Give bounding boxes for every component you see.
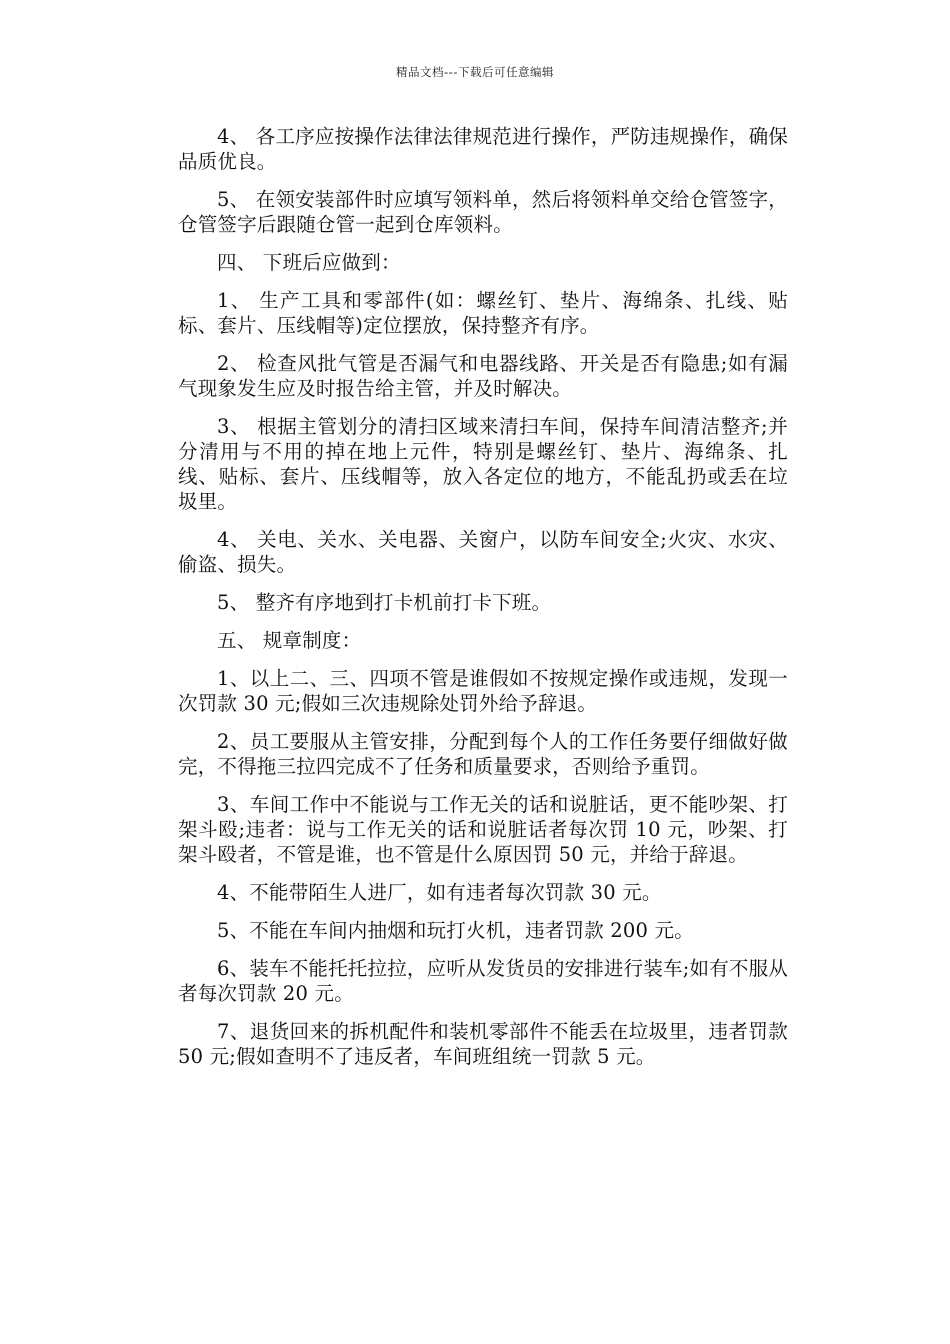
paragraph-item-4-procedures: 4、 各工序应按操作法律法律规范进行操作，严防违规操作，确保品质优良。 <box>178 125 788 173</box>
paragraph-rule-5: 5、不能在车间内抽烟和玩打火机，违者罚款 200 元。 <box>217 919 694 942</box>
page-header: 精品文档---下载后可任意编辑 <box>396 65 554 79</box>
paragraph-rule-6: 6、装车不能托托拉拉，应听从发货员的安排进行装车;如有不服从者每次罚款 20 元。 <box>178 957 788 1005</box>
paragraph-rule-4: 4、不能带陌生人进厂，如有违者每次罚款 30 元。 <box>217 881 662 904</box>
section-heading-after-work: 四、 下班后应做到： <box>217 251 401 274</box>
paragraph-after-work-1: 1、 生产工具和零部件(如：螺丝钉、垫片、海绵条、扎线、贴标、套片、压线帽等)定位摆放，保持整齐有序。 <box>178 289 788 337</box>
paragraph-after-work-2: 2、 检查风批气管是否漏气和电器线路、开关是否有隐患;如有漏气现象发生应及时报告给主管，并及时解决。 <box>178 352 788 400</box>
paragraph-after-work-3: 3、 根据主管划分的清扫区域来清扫车间，保持车间清洁整齐;并分清用与不用的掉在地上元件，特别是螺丝钉、垫片、海绵条、扎线、贴标、套片、压线帽等，放入各定位的地方，不能乱扔或丢在垃圾里。 <box>178 415 788 513</box>
section-heading-rules: 五、 规章制度： <box>217 629 362 652</box>
paragraph-after-work-4: 4、 关电、关水、关电器、关窗户，以防车间安全;火灾、水灾、偷盗、损失。 <box>178 528 788 576</box>
paragraph-rule-1: 1、以上二、三、四项不管是谁假如不按规定操作或违规，发现一次罚款 30 元;假如三次违规除处罚外给予辞退。 <box>178 667 788 715</box>
paragraph-item-5-material-requisition: 5、 在领安装部件时应填写领料单，然后将领料单交给仓管签字，仓管签字后跟随仓管一起到仓库领料。 <box>178 188 788 236</box>
document-body <box>178 124 788 1082</box>
paragraph-rule-3: 3、车间工作中不能说与工作无关的话和说脏话，更不能吵架、打架斗殴;违者：说与工作无关的话和说脏话者每次罚 10 元，吵架、打架斗殴者，不管是谁，也不管是什么原因罚 50 元，并给于辞退。 <box>178 793 788 866</box>
paragraph-rule-2: 2、员工要服从主管安排，分配到每个人的工作任务要仔细做好做完，不得拖三拉四完成不了任务和质量要求，否则给予重罚。 <box>178 730 788 778</box>
paragraph-rule-7: 7、退货回来的拆机配件和装机零部件不能丢在垃圾里，违者罚款 50 元;假如查明不了违反者，车间班组统一罚款 5 元。 <box>178 1020 788 1068</box>
paragraph-after-work-5: 5、 整齐有序地到打卡机前打卡下班。 <box>217 591 552 614</box>
